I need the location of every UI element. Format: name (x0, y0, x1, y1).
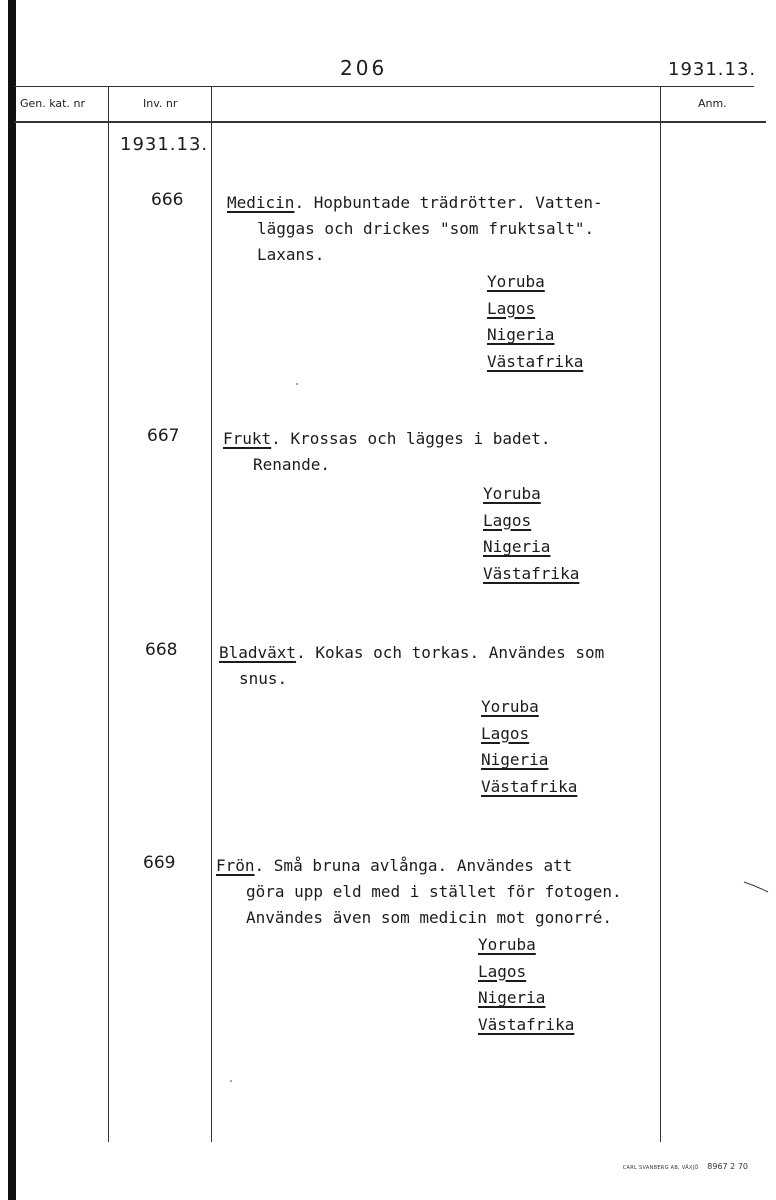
location-block (483, 481, 579, 587)
entry-term: Frön (216, 856, 255, 875)
printer-name: CARL SVANBERG AB, VÄXJÖ (622, 1165, 699, 1171)
location-block (487, 269, 583, 375)
print-code: 8967 2 70 (707, 1162, 748, 1171)
location-region: Västafrika (487, 351, 584, 371)
column-divider-3 (660, 86, 661, 1142)
header-bottom-rule (14, 121, 766, 123)
margin-mark (742, 880, 770, 894)
location-city: Lagos (478, 961, 527, 981)
location-city: Lagos (487, 298, 536, 318)
entry-line: . Krossas och lägges i badet. (271, 429, 551, 448)
accession-year: 1931.13. (120, 134, 209, 155)
location-people: Yoruba (483, 484, 541, 503)
entry-line: läggas och drickes "som fruktsalt". (257, 219, 595, 238)
column-header-inv: Inv. nr (143, 97, 178, 110)
location-region: Västafrika (481, 776, 578, 796)
location-city: Lagos (483, 510, 532, 530)
entry-line: Användes även som medicin mot gonorré. (246, 908, 613, 927)
column-header-anm: Anm. (698, 97, 727, 110)
entry-description (223, 426, 551, 478)
entry-description (227, 190, 603, 268)
header-top-rule (14, 86, 754, 87)
location-people: Yoruba (487, 272, 545, 291)
speck (296, 383, 298, 385)
location-region: Västafrika (483, 563, 580, 583)
entry-line: göra upp eld med i stället för fotogen. (246, 882, 622, 901)
location-country: Nigeria (483, 537, 551, 556)
location-country: Nigeria (487, 325, 555, 344)
inventory-number: 667 (147, 426, 180, 446)
location-region: Västafrika (478, 1014, 575, 1034)
entry-line: snus. (239, 669, 288, 688)
location-people: Yoruba (478, 935, 536, 954)
column-divider-2 (211, 86, 212, 1142)
page-number: 206 (340, 56, 388, 80)
entry-line: . Hopbuntade trädrötter. Vatten- (294, 193, 603, 212)
column-header-gen-kat: Gen. kat. nr (20, 97, 85, 110)
entry-term: Frukt (223, 429, 272, 448)
inventory-number: 669 (143, 853, 176, 873)
location-country: Nigeria (481, 750, 549, 769)
location-city: Lagos (481, 723, 530, 743)
entry-line: Laxans. (257, 245, 325, 264)
column-divider-1 (108, 86, 109, 1142)
entry-description (216, 853, 622, 931)
entry-line: . Kokas och torkas. Användes som (296, 643, 605, 662)
entry-description (219, 640, 604, 692)
inventory-number: 668 (145, 640, 178, 660)
inventory-number: 666 (151, 190, 184, 210)
entry-line: . Små bruna avlånga. Användes att (254, 856, 573, 875)
accession-year-header: 1931.13. (668, 59, 757, 80)
location-block (478, 932, 574, 1038)
location-people: Yoruba (481, 697, 539, 716)
printer-imprint (623, 1162, 748, 1171)
speck (230, 1080, 232, 1082)
location-country: Nigeria (478, 988, 546, 1007)
entry-term: Bladväxt (219, 643, 297, 662)
location-block (481, 694, 577, 800)
binding-strip (8, 0, 16, 1200)
entry-term: Medicin (227, 193, 295, 212)
entry-line: Renande. (253, 455, 331, 474)
